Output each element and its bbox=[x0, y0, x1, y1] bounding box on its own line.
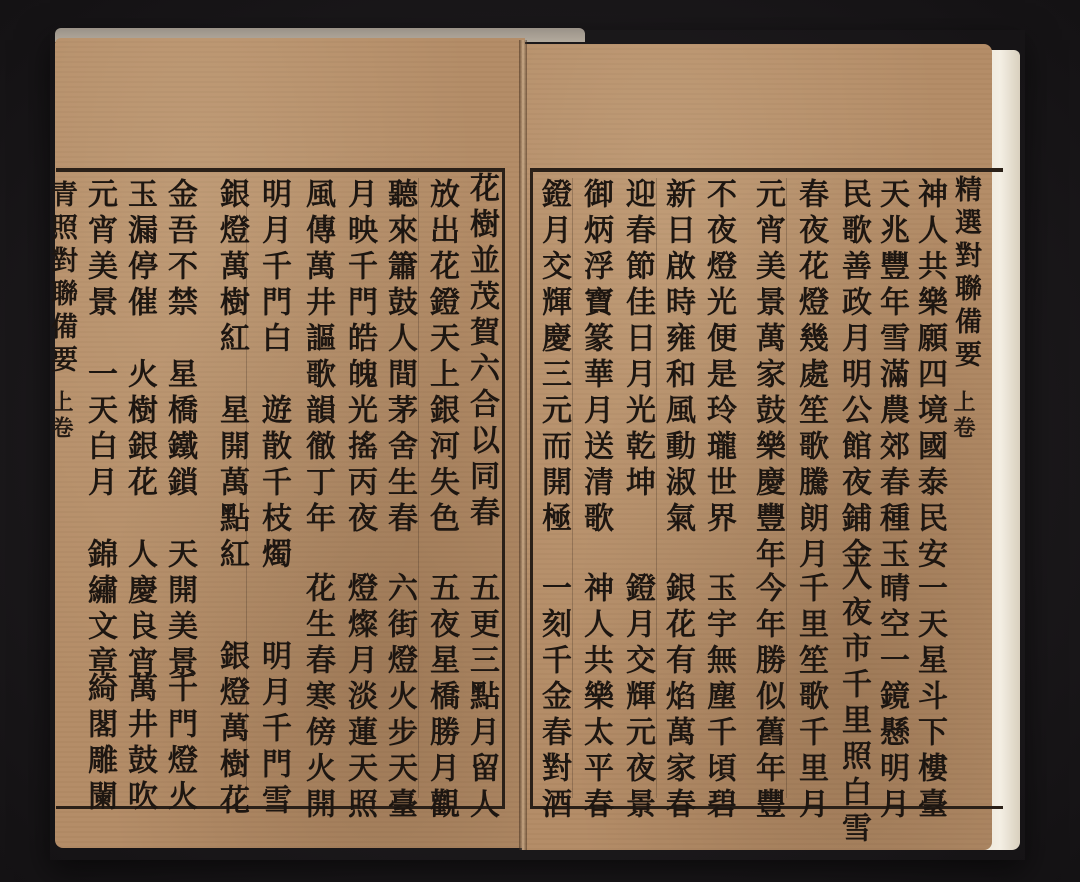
couplet-column-lower: 神人共樂太平春 bbox=[578, 572, 613, 824]
couplet-column: 鐙月交輝慶三元而開極 bbox=[536, 178, 571, 538]
couplet-column: 花樹並茂賀六合以同春 bbox=[464, 172, 499, 532]
couplet-column: 聽來簫鼓人間茅舍生春 bbox=[382, 178, 417, 538]
couplet-column: 月映千門皓魄光搖丙夜 bbox=[342, 178, 377, 538]
couplet-column: 民歌善政月明公館夜鋪金 bbox=[836, 178, 871, 574]
column-rule bbox=[656, 178, 657, 798]
couplet-column: 風傳萬井謳歌韻徹丁年 bbox=[300, 178, 335, 538]
couplet-column: 銀燈萬樹紅 星開萬點紅 bbox=[214, 178, 249, 574]
couplet-column-lower: 銀燈萬樹花 bbox=[214, 640, 249, 820]
couplet-column: 不夜燈光便是玲瓏世界 bbox=[701, 178, 736, 538]
couplet-column-lower: 萬井鼓吹 bbox=[122, 672, 157, 816]
couplet-column: 元宵美景萬家鼓樂慶豐年 bbox=[750, 178, 785, 574]
couplet-column-lower: 千門燈火 bbox=[162, 672, 197, 816]
column-rule bbox=[572, 178, 573, 798]
couplet-column-lower: 鐙月交輝元夜景 bbox=[620, 572, 655, 824]
couplet-column-lower: 燈燦月淡蓮天照 bbox=[342, 572, 377, 824]
couplet-column: 御炳浮寶篆華月送清歌 bbox=[578, 178, 613, 538]
couplet-column: 放出花鐙天上銀河失色 bbox=[424, 178, 459, 538]
left-margin-volume: 上卷 bbox=[48, 390, 74, 442]
couplet-column-lower: 五夜星橋勝月觀 bbox=[424, 572, 459, 824]
couplet-column: 明月千門白 遊散千枝燭 bbox=[256, 178, 291, 574]
couplet-column-lower: 一天星斗下樓臺 bbox=[912, 572, 947, 824]
couplet-column-lower: 入夜市千里照白雪 bbox=[836, 560, 871, 848]
couplet-column: 玉漏停催 火樹銀花 人慶良宵 bbox=[122, 178, 157, 682]
couplet-column: 天兆豐年雪滿農郊春種玉 bbox=[874, 178, 909, 574]
book-gutter bbox=[519, 40, 527, 850]
couplet-column-lower: 玉宇無塵千頃碧 bbox=[701, 572, 736, 824]
column-rule bbox=[418, 178, 419, 798]
couplet-column-lower: 今年勝似舊年豐 bbox=[750, 572, 785, 824]
couplet-column: 新日啟時雍和風動淑氣 bbox=[660, 178, 695, 538]
couplet-column-lower: 花生春寒傍火開 bbox=[300, 572, 335, 824]
couplet-column-lower: 銀花有焰萬家春 bbox=[660, 572, 695, 824]
couplet-column-lower: 綺閣雕闌 bbox=[82, 672, 117, 816]
couplet-column: 神人共樂願四境國泰民安 bbox=[912, 178, 947, 574]
couplet-column: 元宵美景 一天白月 錦繡文章 bbox=[82, 178, 117, 682]
couplet-column-lower: 六街燈火步天臺 bbox=[382, 572, 417, 824]
couplet-column-lower: 明月千門雪 bbox=[256, 640, 291, 820]
right-page-volume: 上卷 bbox=[950, 390, 976, 442]
couplet-column-lower: 晴空一鏡懸明月 bbox=[874, 572, 909, 824]
couplet-column-lower: 千里笙歌千里月 bbox=[793, 572, 828, 824]
right-page-header: 精選對聯備要 bbox=[950, 175, 981, 373]
couplet-column: 春夜花燈幾處笙歌騰朗月 bbox=[793, 178, 828, 574]
couplet-column: 金吾不禁 星橋鐵鎖 天開美景 bbox=[162, 178, 197, 682]
left-margin-title: 青照對聯備要 bbox=[46, 180, 77, 378]
couplet-column-lower: 一刻千金春對酒 bbox=[536, 572, 571, 824]
couplet-column-lower: 五更三點月留人 bbox=[464, 572, 499, 824]
column-rule bbox=[786, 178, 787, 798]
couplet-column: 迎春節佳日月光乾坤 bbox=[620, 178, 655, 502]
